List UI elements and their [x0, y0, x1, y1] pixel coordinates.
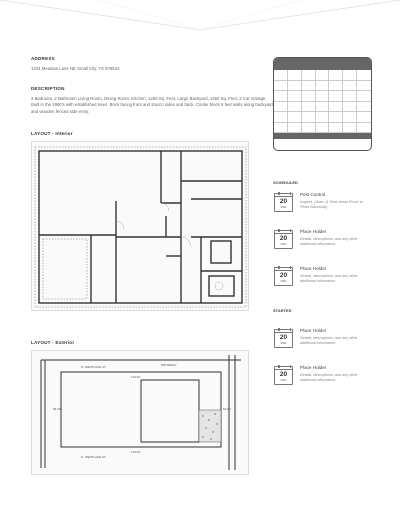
calendar-day-cell[interactable]	[329, 112, 343, 123]
event-day: 20	[279, 198, 288, 205]
calendar-day-cell[interactable]	[329, 123, 343, 134]
event-description: Details, descriptions, and any other additional information.	[300, 373, 358, 383]
calendar-widget[interactable]	[273, 57, 372, 151]
event-day: 20	[279, 334, 288, 341]
header-decoration	[0, 0, 400, 40]
event-month: MAR	[280, 342, 287, 345]
scheduled-label: SCHEDULED	[273, 180, 298, 185]
event-description: Details, descriptions, and any other additional information.	[300, 274, 358, 284]
calendar-day-cell[interactable]	[329, 91, 343, 102]
calendar-day-cell[interactable]	[343, 123, 357, 134]
calendar-day-cell[interactable]	[302, 81, 316, 92]
address-value: 1234 Meadow Lane NE Small City, YZ 876543	[31, 66, 120, 71]
calendar-icon	[274, 366, 293, 385]
event-description: Details, descriptions, and any other additional information.	[300, 237, 358, 247]
calendar-header	[274, 58, 371, 70]
event-month: MAR	[280, 379, 287, 382]
plot-label-street-top: N. WESTLAKE ST.	[81, 365, 107, 369]
calendar-day-cell[interactable]	[274, 123, 288, 134]
calendar-day-cell[interactable]	[288, 81, 302, 92]
started-label: STARTED	[273, 308, 292, 313]
plot-label-dim-top: 119.00'	[131, 375, 141, 379]
event-title: Place Holder	[300, 229, 327, 234]
calendar-day-cell[interactable]	[274, 81, 288, 92]
calendar-day-cell[interactable]	[302, 70, 316, 81]
event-day: 20	[279, 371, 288, 378]
plot-label-dim-left: 89.20'	[53, 407, 62, 411]
calendar-icon	[274, 193, 293, 212]
calendar-day-cell[interactable]	[274, 70, 288, 81]
plot-label-driveway: DRIVEWAY	[161, 363, 177, 367]
calendar-icon	[274, 267, 293, 286]
calendar-day-cell[interactable]	[329, 70, 343, 81]
calendar-day-cell[interactable]	[288, 70, 302, 81]
calendar-day-cell[interactable]	[316, 112, 330, 123]
interior-floor-plan	[31, 141, 249, 311]
event-title: Pest Control	[300, 192, 326, 197]
calendar-day-cell[interactable]	[357, 123, 371, 134]
event-title: Place Holder	[300, 365, 327, 370]
layout-interior-heading: LAYOUT - Interior	[31, 131, 73, 136]
event-day: 20	[279, 235, 288, 242]
calendar-day-cell[interactable]	[343, 81, 357, 92]
event-description: Inspect, Clean, & Treat Areas Prone to Pests Biannually.	[300, 200, 363, 210]
calendar-day-cell[interactable]	[316, 91, 330, 102]
calendar-day-cell[interactable]	[357, 70, 371, 81]
description-text: 3 Bedroom, 2 Bathroom Living Room, Dining Room, Kitchen, 1250 Sq. Feet, Large Backyard, 1250 Sq. Feet, 2 Car Garage. Built in the 1960's with established trees. Brick facing front and stucco sides and back. Cinder block 6 feet walls along backyard and wooden fenced side entry.	[31, 96, 273, 114]
calendar-day-cell[interactable]	[316, 81, 330, 92]
calendar-day-cell[interactable]	[357, 102, 371, 113]
calendar-day-cell[interactable]	[357, 81, 371, 92]
event-month: MAR	[280, 280, 287, 283]
address-heading: ADDRESS	[31, 56, 55, 61]
calendar-day-cell[interactable]	[343, 102, 357, 113]
calendar-day-cell[interactable]	[274, 102, 288, 113]
calendar-day-cell[interactable]	[343, 70, 357, 81]
plot-label-street-bottom: N. WESTLAKE ST.	[81, 455, 107, 459]
calendar-footer	[274, 133, 371, 139]
calendar-day-cell[interactable]	[302, 112, 316, 123]
calendar-grid	[274, 70, 371, 133]
calendar-day-cell[interactable]	[329, 81, 343, 92]
calendar-day-cell[interactable]	[288, 102, 302, 113]
calendar-day-cell[interactable]	[316, 123, 330, 134]
calendar-day-cell[interactable]	[288, 123, 302, 134]
calendar-icon	[274, 329, 293, 348]
event-month: MAR	[280, 206, 287, 209]
calendar-day-cell[interactable]	[274, 91, 288, 102]
calendar-day-cell[interactable]	[316, 102, 330, 113]
plot-label-dim-right: 60.00'	[223, 407, 232, 411]
calendar-day-cell[interactable]	[288, 91, 302, 102]
event-title: Place Holder	[300, 266, 327, 271]
calendar-day-cell[interactable]	[302, 123, 316, 134]
calendar-day-cell[interactable]	[343, 91, 357, 102]
calendar-day-cell[interactable]	[274, 112, 288, 123]
description-heading: DESCRIPTION	[31, 86, 65, 91]
layout-exterior-heading: LAYOUT - Exterior	[31, 340, 75, 345]
calendar-day-cell[interactable]	[357, 112, 371, 123]
calendar-day-cell[interactable]	[329, 102, 343, 113]
calendar-day-cell[interactable]	[316, 70, 330, 81]
calendar-day-cell[interactable]	[288, 112, 302, 123]
plot-label-dim-bottom: 119.00'	[131, 450, 141, 454]
event-month: MAR	[280, 243, 287, 246]
calendar-day-cell[interactable]	[357, 91, 371, 102]
event-description: Details, descriptions, and any other additional information.	[300, 336, 358, 346]
calendar-day-cell[interactable]	[302, 102, 316, 113]
event-title: Place Holder	[300, 328, 327, 333]
event-day: 20	[279, 272, 288, 279]
calendar-day-cell[interactable]	[343, 112, 357, 123]
calendar-day-cell[interactable]	[302, 91, 316, 102]
calendar-icon	[274, 230, 293, 249]
exterior-plot-plan	[31, 350, 249, 475]
